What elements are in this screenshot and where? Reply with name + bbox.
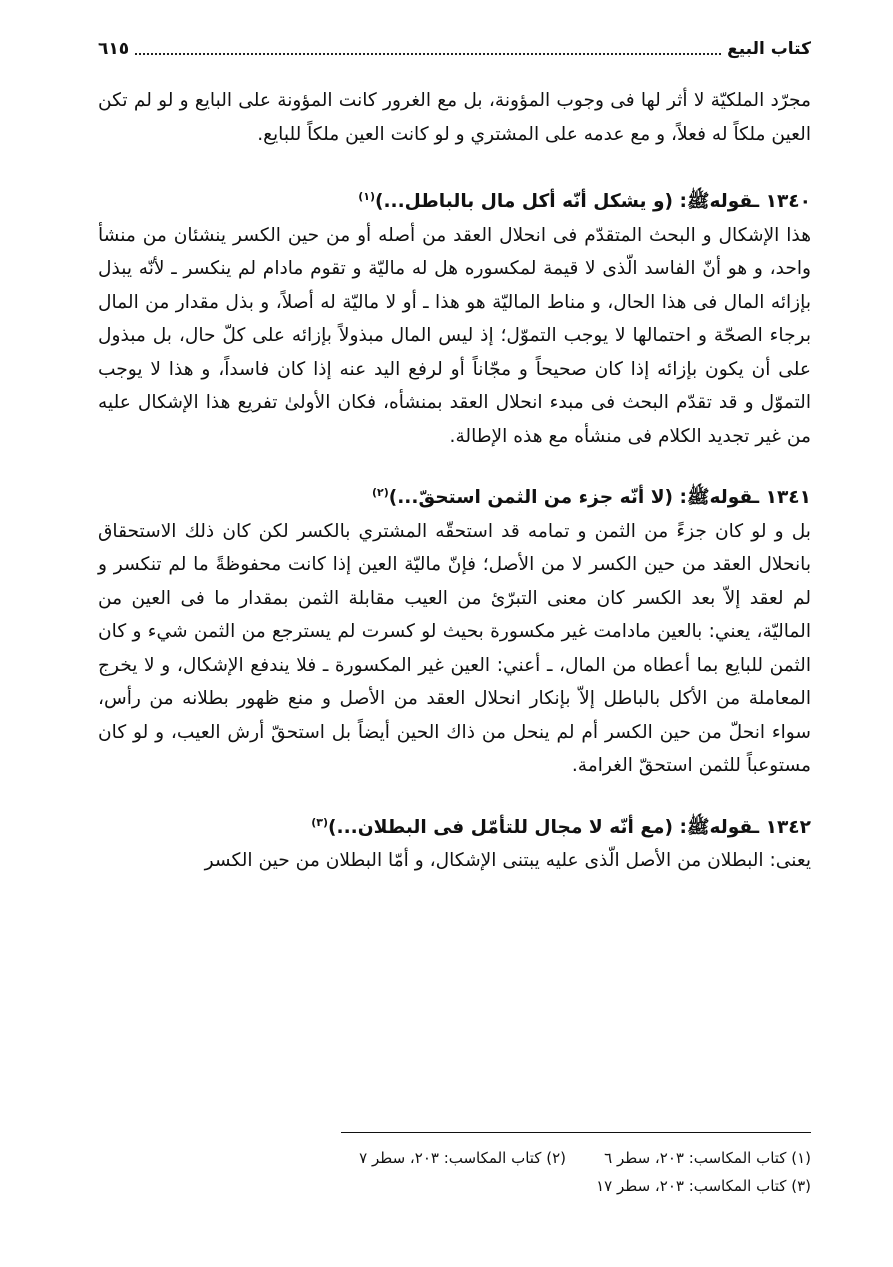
honorific-symbol: ﷺ bbox=[686, 487, 710, 508]
speaker-label: قوله bbox=[709, 191, 753, 212]
section-number: ١٣٤١ ـ bbox=[752, 487, 811, 508]
speaker-label: قوله bbox=[709, 487, 753, 508]
page-header bbox=[98, 34, 811, 64]
footnote-divider bbox=[341, 1132, 811, 1133]
section-number: ١٣٤٠ ـ bbox=[752, 191, 811, 212]
footnote-2: (٢) كتاب المكاسب: ٢٠٣، سطر ٧ bbox=[359, 1149, 566, 1167]
footnote-3: (٣) كتاب المكاسب: ٢٠٣، سطر ١٧ bbox=[596, 1177, 811, 1195]
section-paragraph: بل و لو كان جزءً من الثمن و تمامه قد استحقّه المشتري بالكسر لكن كان ذلك الاستحقاق بانحلال العقد من حين الكسر لا من الأصل؛ فإنّ ماليّة العين إذا كانت محفوظةً ما لم تنكسر و لم لعقد إلاّ بعد الكسر كان معنى التبرّئ من العيب مقابلة الثمن بمقدار ما فى العين من الماليّة، يعني: بالعين مادامت غير مكسورة بحيث لو كسرت لم يسترجع من الثمن شيء و كان الثمن للبايع بما أعطاه من المال، ـ أعني: العين غير المكسورة ـ فلا يندفع الإشكال، و لا يخرج المعاملة من الأكل بالباطل إلاّ بإنكار انحلال العقد من الأصل و منع ظهور بطلانه من رأس، سواء انحلّ من حين الكسر أم لم ينحل من ذاك الحين أيضاً بل استحقّ أرش العيب، و لو كان مستوعباً للثمن استحقّ الغرامة. bbox=[98, 520, 811, 776]
speaker-label: قوله bbox=[709, 816, 753, 838]
footnote-reference: (٣) bbox=[311, 815, 329, 829]
section-paragraph: هذا الإشكال و البحث المتقدّم فى انحلال العقد من أصله أو من حين الكسر ينشئان من منشأ واحد، و هو أنّ الفاسد الّذى لا قيمة لمكسوره هل له ماليّة و تقوم مادام لم ينكسر ـ لأنّه يبذل بإزائه المال فى هذا الحال، و مناط الماليّة هو هذا ـ أو لا ماليّة له أصلاً، و بذل مقدار من المال برجاء الصحّة و احتمالها لا يوجب التموّل؛ إذ ليس المال مبذولاً بإزائه على كلّ حال، بل مبذول على أن يكون بإزائه إذا كان صحيحاً و مجّاناً أو لرفع اليد عنه إذا كان فاسداً، و هذا لا يوجب التموّل و قد تقدّم البحث فى مبدء انحلال العقد بمنشأه، فكان الأولىٰ تفريع هذا الإشكال عليه من غير تجديد الكلام فى منشأه مع هذه الإطالة. bbox=[98, 224, 811, 447]
section-heading bbox=[98, 811, 811, 845]
honorific-symbol: ﷺ bbox=[686, 816, 710, 838]
quoted-phrase: : (مع أنّه لا مجال للتأمّل فى البطلان...) bbox=[328, 816, 687, 838]
footnote-reference: (٢) bbox=[371, 485, 389, 499]
intro-paragraph: مجرّد الملكيّة لا أثر لها فى وجوب المؤونة، بل مع الغرور كانت المؤونة على البايع و لو لم تكن العين ملكاً له فعلاً، و مع عدمه على المشتري و لو كانت العين ملكاً للبايع. bbox=[98, 90, 811, 145]
quoted-phrase: : (و يشكل أنّه أكل مال بالباطل...) bbox=[374, 191, 687, 212]
honorific-symbol: ﷺ bbox=[686, 191, 710, 212]
section-heading bbox=[98, 185, 811, 219]
running-title: كتاب البيع bbox=[727, 39, 811, 59]
section-paragraph: يعنى: البطلان من الأصل الّذى عليه يبتنى الإشكال، و أمّا البطلان من حين الكسر bbox=[204, 850, 811, 871]
quoted-phrase: : (لا أنّه جزء من الثمن استحقّ...) bbox=[388, 487, 687, 508]
section-number: ١٣٤٢ ـ bbox=[752, 816, 811, 838]
footnote-row bbox=[98, 1144, 811, 1172]
footnote-1: (١) كتاب المكاسب: ٢٠٣، سطر ٦ bbox=[604, 1149, 811, 1167]
footnote-row bbox=[98, 1172, 811, 1200]
section-1342 bbox=[98, 811, 811, 878]
section-1340 bbox=[98, 185, 811, 453]
footnote-reference: (١) bbox=[358, 189, 375, 203]
page-number: ٦١٥ bbox=[98, 39, 130, 59]
main-text bbox=[98, 84, 811, 906]
section-1341 bbox=[98, 481, 811, 783]
section-heading bbox=[98, 481, 811, 515]
header-dotted-leader bbox=[135, 53, 721, 55]
footnotes bbox=[98, 1144, 811, 1200]
